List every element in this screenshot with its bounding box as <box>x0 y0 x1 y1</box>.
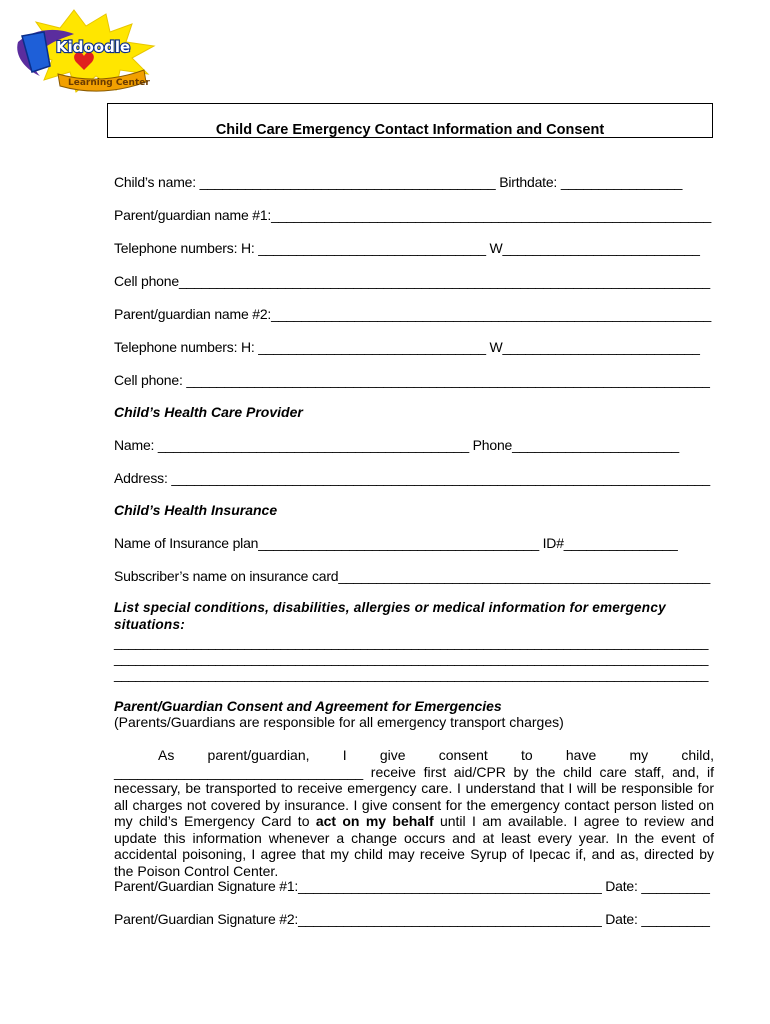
consent-text-1: As parent/guardian, I give consent to have my child, ________________________________ receive first aid/CPR by the child care staff, and, if necessary, be transported to receive emergency care. I understand that I will be responsible for all charges not covered by insurance. I give consent for the emergency contact person listed on my child’s Emergency Card to <box>114 747 714 829</box>
logo-subtext: Learning Center <box>68 78 150 88</box>
insurance-plan-field[interactable]: Name of Insurance plan_____________________________________ ID#_______________ <box>114 535 678 551</box>
title-box <box>107 103 713 138</box>
guardian1-name-field[interactable]: Parent/guardian name #1:__________________________________________________________ <box>114 207 712 223</box>
consent-note: (Parents/Guardians are responsible for all emergency transport charges) <box>114 714 564 730</box>
conditions-heading-line2: situations: <box>114 616 185 632</box>
logo-wordmark: Kidoodle <box>56 38 131 56</box>
guardian2-cell-field[interactable]: Cell phone: _____________________________________________________________________ <box>114 372 710 388</box>
conditions-heading-line1: List special conditions, disabilities, allergies or medical information for emergency <box>114 600 666 615</box>
conditions-blank-line-1[interactable]: __________________________________________________________________________________ <box>114 635 709 650</box>
consent-bold-text: act on my behalf <box>315 813 434 829</box>
consent-paragraph <box>114 747 714 879</box>
consent-heading: Parent/Guardian Consent and Agreement for Emergencies <box>114 698 502 714</box>
guardian1-cell-field[interactable]: Cell phone______________________________________________________________________ <box>114 273 710 289</box>
conditions-blank-line-3[interactable]: __________________________________________________________________________________ <box>114 667 709 682</box>
child-name-field[interactable]: Child’s name: _______________________________________ Birthdate: ________________ <box>114 174 683 190</box>
conditions-blank-line-2[interactable]: __________________________________________________________________________________ <box>114 651 709 666</box>
provider-address-field[interactable]: Address: _______________________________________________________________________ <box>114 470 710 486</box>
consent-text-2: until I am available. I agree to review and update this information whenever a change occurs and at least every year. In the event of accidental poisoning, I agree that my child may receive Syrup of Ipecac if, and as, directed by the Poison Control Center. <box>114 813 714 879</box>
signature2-field[interactable]: Parent/Guardian Signature #2:________________________________________ Date: _________ <box>114 911 710 927</box>
subscriber-field[interactable]: Subscriber’s name on insurance card_________________________________________________ <box>114 568 711 584</box>
page-title: Child Care Emergency Contact Information and Consent <box>215 122 605 138</box>
guardian1-phones-field[interactable]: Telephone numbers: H: ______________________________ W__________________________ <box>114 240 700 256</box>
guardian2-phones-field[interactable]: Telephone numbers: H: ______________________________ W__________________________ <box>114 339 700 355</box>
signature1-field[interactable]: Parent/Guardian Signature #1:________________________________________ Date: _________ <box>114 878 710 894</box>
provider-name-field[interactable]: Name: _________________________________________ Phone______________________ <box>114 437 680 453</box>
provider-heading: Child’s Health Care Provider <box>114 404 303 420</box>
kidoodle-logo <box>14 8 164 94</box>
insurance-heading: Child’s Health Insurance <box>114 502 278 518</box>
conditions-heading <box>114 600 714 633</box>
guardian2-name-field[interactable]: Parent/guardian name #2:__________________________________________________________ <box>114 306 712 322</box>
